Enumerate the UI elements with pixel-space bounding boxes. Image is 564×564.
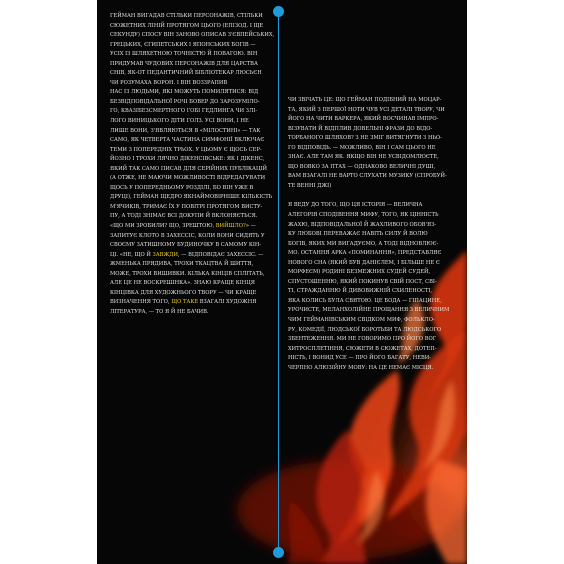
text-line	[110, 251, 270, 261]
right-paragraph-1	[288, 96, 451, 191]
text-line: ЙОЗНО І ТРОХИ ЛЯЧНО ДІКЕНСІВСЬКЕ: ЯК І ДІКЕНС,	[110, 156, 265, 163]
text-line: ХИТРОСПЛЕТІННЯ, СЮЖЕТИ В СЮЖЕТАХ, ДОТЕП-	[288, 345, 437, 352]
text-line: КУ ЛЮБОВІ ПЕРЕВАЖАЄ НАВІТЬ СИЛУ Й ВОЛЮ	[288, 231, 428, 238]
text-line: СЕКУНДУ) СПОСУ ВІН ЗАНОВО ОПИСАВ З'ЄВПЕЙСЬКИХ,	[110, 32, 275, 39]
text-line: САМО, ЯК ЧЕТВЕРТА ЧАСТИНА СИМФОНІЇ ВКЛЮЧАЄ	[110, 137, 265, 144]
text-line: ЖМЕНЬКА ПРЯДИВА, ТРОХИ ТКАЦТВА Й ШИТТЯ,	[110, 261, 254, 268]
text-line: БЕЗВІДПОВІДАЛЬНОЇ РОЧІ БОВЕР ДО ЗАРОЗУМІЛО-	[110, 98, 260, 105]
text-line: ЛІТЕРАТУРА, — ТО Я Й НЕ БАЧИВ.	[110, 308, 209, 315]
text-line: КІНЦІВКА ДЛЯ ХУДОЖНЬОГО ТВОРУ — ЧИ КРАЩЕ	[110, 289, 257, 296]
text-line	[110, 298, 270, 308]
highlighted-word: ВИЙШЛО?	[215, 223, 246, 230]
text-line: СПУСТОШЕННЮ, ЯКИЙ ПОКИНУВ СВІЙ ПОСТ, СВІ-	[288, 278, 437, 285]
text-segment: «ЩО МИ ЗРОБИЛИ? ЩО, ЗРЕШТОЮ,	[110, 223, 216, 230]
text-line: ГРЕЦЬКИХ, ЄГИПЕТСЬКИХ І ЯПОНСЬКИХ БОГІВ —	[110, 41, 256, 48]
text-line: ЗБЕНТЕЖЕННЯ. МИ НЕ ГОВОРИМО ПРО ЙОГО ВОГ	[288, 336, 437, 343]
text-line: ЙОГО НА ЧИТИ ВАРКЕРА, ЯКИЙ ВОСЧИНАВ ІМПРО-	[288, 116, 439, 123]
text-line: ТЕ ВЕННІ ДЖІ)	[288, 182, 332, 189]
text-line: РУ, КОМЕДІЇ, ЛЮДСЬКОЇ БОРОТЬБИ ТА ЛЮДСЬКОГО	[288, 326, 442, 333]
text-line: СВОЄМУ ЗАТИШНОМУ БУДИНОЧКУ В САМОМУ КІН-	[110, 242, 262, 249]
text-segment: ВИЗНАЧЕННЯ ТОГО,	[110, 299, 172, 306]
text-line: М'ЯЧИКІВ, ТРИМАЄ ЇХ У ПОВІТРІ ПРОТЯГОМ ВИСТУ-	[110, 203, 263, 210]
text-line: ТА, ЯКИЙ З ПЕРШОЇ НОТИ ЧУВ УСІ ДЕТАЛІ ТВОРУ, ЧИ	[288, 106, 445, 113]
text-segment: ЦІ. «НЕ, ЩО Й	[110, 251, 153, 258]
text-line: ЗНАЄ. АЛЕ ТАМ ЯК. ЯКЩО ВІН НЕ УСВІДОМЛЮЄТЕ,	[288, 154, 439, 161]
text-line: ЛИШЕ ВОНИ, З'ЯВЛЯЮТЬСЯ В «МІЛОСТИНІ» — ТАК	[110, 127, 261, 134]
text-line: СЮЖЕТНИХ ЛІНІЙ ПРОТЯГОМ ЦЬОГО (ЕПІЗОД. І ЩЕ	[110, 22, 264, 29]
text-line: Я ВЕДУ ДО ТОГО, ЩО ЦЯ ІСТОРІЯ — ВЕЛИЧНА	[288, 202, 423, 209]
divider-top-dot-icon	[273, 6, 284, 17]
left-column	[110, 12, 275, 318]
text-line: ЧИ РОЗУМАХА ВОРОН. І ВІН ВОЗЗРАПИВ	[110, 79, 228, 86]
text-line: ВАМ ВЗАГАЛІ НЕ ВАРТО СЛУХАТИ МУЗИКУ (СПРОБУЙ-	[288, 173, 447, 180]
text-line	[110, 222, 270, 232]
text-line: ЧИ ЗВІЧАТЬ ЦЕ: ЩО ГЕЙМАН ПОДІБНИЙ НА МОЦАР-	[288, 97, 442, 103]
right-column	[288, 96, 451, 373]
text-line: ЛОГО ВИНИЦЬКОГО ДІТИ ГОЛЗ. УСІ ВОНИ, І НЕ	[110, 118, 249, 125]
text-line: АЛЕ ЦЕ НЕ ВОСКРЕШІНКА». ЗНАЮ КРАЩЕ КІНЦЯ	[110, 280, 255, 287]
text-line: ЧЕРПНО АЛЮЗІЙНУ МОВУ: НА ЦЕ НЕМАЄ МІСЦЯ.	[288, 364, 434, 371]
highlighted-word: ЗАВЖДИ	[152, 251, 178, 258]
text-line: АЛЕГОРІЯ СПОДІВЕННЯ МИФУ, ТОГО, ЯК ЦІННІСТЬ	[288, 212, 439, 219]
text-line: ДРУЦІ), ГЕЙМАН ЩЕДРО ЯКНАЙМОВІРНІШЕ КІЛЬКІСТЬ	[110, 194, 273, 201]
right-paragraph-2	[288, 201, 451, 373]
text-line: ВІЗУВАТИ Й ВІДПЛИВ ДОВЕЛЬНІ ФРАЗИ ДО ВІДО-	[288, 125, 433, 132]
text-line: ЯКИЙ ТАК САМО ПИСАВ ДЛЯ СЕРІЙНИХ ПУБЛІКАЦІЙ	[110, 165, 268, 172]
text-line: ЖАХЮ, ВІДПОВІДАЛЬНОЇ Й ЖАХЛИВОГО ОБОВ'ЯЗ-	[288, 221, 437, 228]
text-line: ТОРБАНОГО ШЛЯХОВ? З НЕ ЗМІГ ВИТЯГНУТИ З НЬО-	[288, 135, 442, 142]
text-line: ГЕЙМАН ВИГАДАВ СТІЛЬКИ ПЕРСОНАЖІВ, СТІЛЬКИ	[110, 13, 263, 19]
highlighted-word: ЩО ТАКЕ	[171, 299, 199, 306]
text-line: НІСТЬ, І ВОНИД УСЕ — ПРО ЙОГО БАГАТУ, НЕВИ-	[288, 355, 432, 362]
text-line: ГО, КВАЗІБЕЗСМЕРТНОГО ГОБІ ГЕДЛИНГА ЧИ ЗЛІ-	[110, 108, 258, 115]
text-line: МО. ОСТАННЯ АРКА «ПОМИНАННЯ», ПРЕДСТАВЛЯЄ	[288, 250, 442, 257]
text-line: УРОЧИСТЕ, МЕЛАНХОЛІЙНЕ ПРОЩАННЯ З ВЕЛИЧНИМ	[288, 307, 450, 314]
text-line: ГО ВІДПОВІДЬ. — МОЖЛИВО, ВІН І САМ ЦЬОГО НЕ	[288, 144, 436, 151]
text-line: ПРИДУМАВ ЧУДОВИХ ПЕРСОНАЖІВ ДЛЯ ЦАРСТВА	[110, 60, 258, 67]
text-line: (А ОТЖЕ, НЕ МАЮЧИ МОЖЛИВОСТІ ВІДРЕДАГУВАТИ	[110, 175, 266, 182]
book-page	[97, 0, 467, 564]
text-segment: , — ВІДПОВІДАЄ ЗАХЕССІС. —	[177, 251, 264, 258]
text-line: ЗАПИТУЄ КЛОТО В ЗАХЕССІС, КОЛИ ВОНИ СИДЯТЬ У	[110, 232, 265, 239]
text-line: БОГІВ, ЯКИХ МИ ВИГАДУЄМО, А ТОДІ ВІДНОВЛЮЄ-	[288, 240, 439, 247]
text-line: ПУ, А ТОДІ ЗНІМАЄ ВСІ ДОКУПИ Й ВКЛОНЯЄТЬСЯ.	[110, 213, 258, 220]
text-line: ТІ, СТРАЖДАННЮ Й ДИВОВИЖНІЙ СХИЛЕНОСТІ,	[288, 288, 433, 295]
text-line: ЧИМ ГЕЙМАНІВСЬКИМ СВІДКОМ МИФ, ФОЛЬКЛО-	[288, 317, 435, 324]
text-line: ЯКА КОЛИСЬ БУЛА СВЯТОЮ. ЦЕ БОДА — ГІПАЦИНЕ,	[288, 297, 442, 304]
text-line: ЩОСЬ У ПОПЕРЕДНЬОМУ РОЗДІЛІ, БО ВІН УЖЕ В	[110, 184, 254, 191]
text-line: НАС ІЗ ЛЮДЬМИ, ЯКІ МОЖУТЬ ПОМИЛЯТИСЯ: ВІД	[110, 89, 259, 96]
column-divider-line	[278, 12, 279, 552]
text-segment: ВЗАГАЛІ ХУДОЖНЯ	[198, 299, 257, 306]
text-segment: » —	[245, 223, 256, 230]
text-line: СНІВ, ЯК-ОТ ПЕДАНТИЧНИЙ БІБЛІОТЕКАР ЛЮСЬЄН	[110, 70, 262, 77]
text-line: НОВОГО СНА (ЯКИЙ БУВ ДАНІЄЛЕМ, І БІЛЬШЕ НЕ Є	[288, 259, 440, 266]
text-line: МОЖЕ, ТРОХИ ВИШИВКИ. КІЛЬКА КІНЦІВ СПЛІТАТЬ,	[110, 270, 265, 277]
text-line: МОРФЕЄМ) РОДИНІ БЕЗМЕЖНИХ СУДЕЙ СУДЕЙ,	[288, 269, 431, 276]
text-line: ЩО ВОВКО ЗА ПТАХ — ОДНАКОВО ВЕЛИЧНІ ДУШІ,	[288, 163, 436, 170]
divider-bottom-dot-icon	[273, 547, 284, 558]
text-line: ТЕМИ З ПОПЕРЕДНІХ ТРЬОХ. У ЦЬОМУ Є ЩОСЬ СЕР-	[110, 146, 262, 153]
text-line: УСІХ ІЗ ШЛЯХЕТНОЮ ТОЧНІСТЮ Й ПОВАГОЮ. ВІН	[110, 51, 258, 58]
